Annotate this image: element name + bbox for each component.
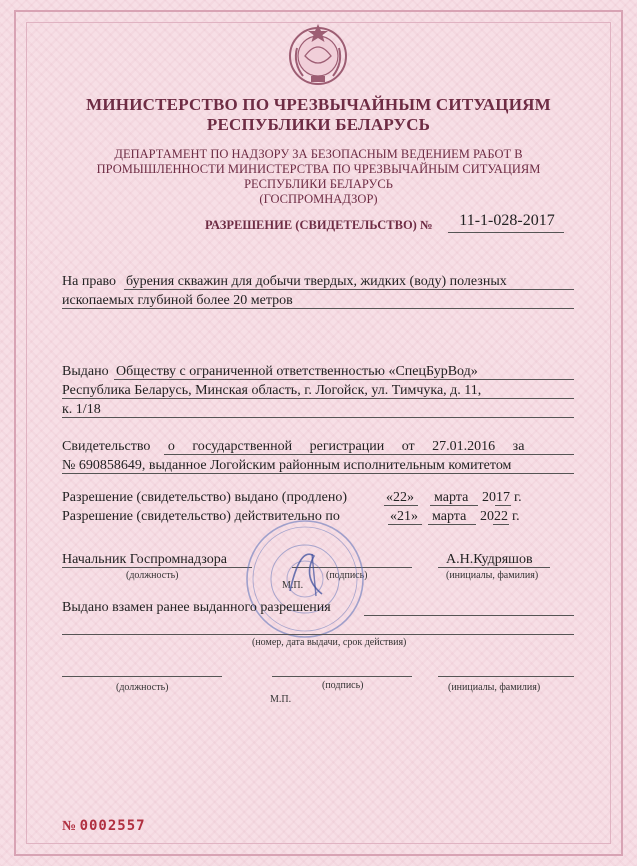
- belarus-coat-of-arms-icon: [283, 18, 353, 88]
- valid-year-underline: [493, 524, 509, 525]
- valid-year-suffix: г.: [512, 509, 520, 524]
- replacement-position-underline: [62, 676, 222, 677]
- valid-year: 22: [494, 509, 508, 524]
- permit-label: РАЗРЕШЕНИЕ (СВИДЕТЕЛЬСТВО) №: [205, 218, 433, 232]
- issued-underline-1: [114, 379, 574, 380]
- issued-line-1: Обществу с ограниченной ответственностью «СпецБурВод»: [116, 364, 478, 379]
- right-prefix: На право: [62, 274, 117, 289]
- dept-line-4: (ГОСПРОМНАДЗОР): [259, 192, 378, 206]
- ministry-line-1: МИНИСТЕРСТВО ПО ЧРЕЗВЫЧАЙНЫМ СИТУАЦИЯМ: [86, 95, 551, 114]
- issued-month: марта: [434, 490, 469, 505]
- replacement-underline-2: [62, 634, 574, 635]
- replacement-label-signature: (подпись): [322, 680, 364, 691]
- official-stamp-icon: [242, 516, 368, 642]
- right-underline-2: [62, 308, 574, 309]
- permit-number: 11-1-028-2017: [459, 212, 555, 229]
- replacement-underline-1: [364, 615, 574, 616]
- dept-line-3: РЕСПУБЛИКИ БЕЛАРУСЬ: [244, 177, 393, 191]
- label-details: (номер, дата выдачи, срок действия): [252, 637, 407, 648]
- replacement-label-position: (должность): [116, 682, 169, 693]
- issued-underline-2: [62, 398, 574, 399]
- issued-day-underline: [384, 505, 418, 506]
- issued-year: 17: [496, 490, 510, 505]
- serial-prefix: №: [62, 819, 77, 834]
- replacement-name-underline: [438, 676, 574, 677]
- replacement-text: Выдано взамен ранее выданного разрешения: [62, 600, 331, 615]
- serial-digits: 0002557: [79, 818, 146, 834]
- label-signature: (подпись): [326, 570, 368, 581]
- right-underline-1: [124, 289, 574, 290]
- ministry-title: [40, 95, 597, 135]
- replacement-label-name: (инициалы, фамилия): [448, 682, 541, 693]
- label-mp: М.П.: [282, 580, 304, 591]
- issued-year-underline: [495, 505, 511, 506]
- label-position: (должность): [126, 570, 179, 581]
- issued-underline-3: [62, 417, 574, 418]
- certificate-line-2: № 690858649, выданное Логойским районным исполнительным комитетом: [62, 458, 512, 473]
- dept-line-2: ПРОМЫШЛЕННОСТИ МИНИСТЕРСТВА ПО ЧРЕЗВЫЧАЙНЫМ СИТУАЦИЯМ: [96, 162, 541, 176]
- valid-day: «21»: [390, 509, 418, 524]
- valid-day-underline: [388, 524, 422, 525]
- issued-month-underline: [430, 505, 478, 506]
- certificate-underline-1: [164, 454, 574, 455]
- issued-year-suffix: г.: [514, 490, 522, 505]
- dept-line-1: ДЕПАРТАМЕНТ ПО НАДЗОРУ ЗА БЕЗОПАСНЫМ ВЕДЕНИЕМ РАБОТ В: [114, 147, 523, 161]
- valid-month-underline: [428, 524, 476, 525]
- issued-line-2: Республика Беларусь, Минская область, г. Логойск, ул. Тимчука, д. 11,: [62, 383, 482, 398]
- replacement-label-mp: М.П.: [270, 694, 292, 705]
- issued-date-prefix: Разрешение (свидетельство) выдано (продлено): [62, 490, 348, 505]
- right-line-2: ископаемых глубиной более 20 метров: [62, 293, 293, 308]
- issued-year-prefix: 20: [482, 490, 496, 505]
- replacement-signature-underline: [272, 676, 412, 677]
- ministry-line-2: РЕСПУБЛИКИ БЕЛАРУСЬ: [206, 115, 431, 134]
- right-line-1: бурения скважин для добычи твердых, жидких (воду) полезных: [126, 274, 507, 289]
- valid-year-prefix: 20: [480, 509, 494, 524]
- signer-name: А.Н.Кудряшов: [446, 552, 533, 567]
- signer-name-underline: [438, 567, 550, 568]
- serial-number: [62, 818, 146, 835]
- signer-position-underline: [62, 567, 252, 568]
- inner-border: [26, 22, 611, 844]
- label-name: (инициалы, фамилия): [446, 570, 539, 581]
- issued-line-3: к. 1/18: [62, 402, 101, 417]
- certificate-line-1: Свидетельство о государственной регистрации от 27.01.2016 за: [62, 439, 525, 454]
- permit-number-underline: [448, 232, 564, 233]
- valid-date-prefix: Разрешение (свидетельство) действительно по: [62, 509, 340, 524]
- signer-position: Начальник Госпромнадзора: [62, 552, 227, 567]
- certificate-underline-2: [62, 473, 574, 474]
- valid-month: марта: [432, 509, 467, 524]
- issued-day: «22»: [386, 490, 414, 505]
- department-title: [60, 147, 577, 207]
- issued-prefix: Выдано: [62, 364, 109, 379]
